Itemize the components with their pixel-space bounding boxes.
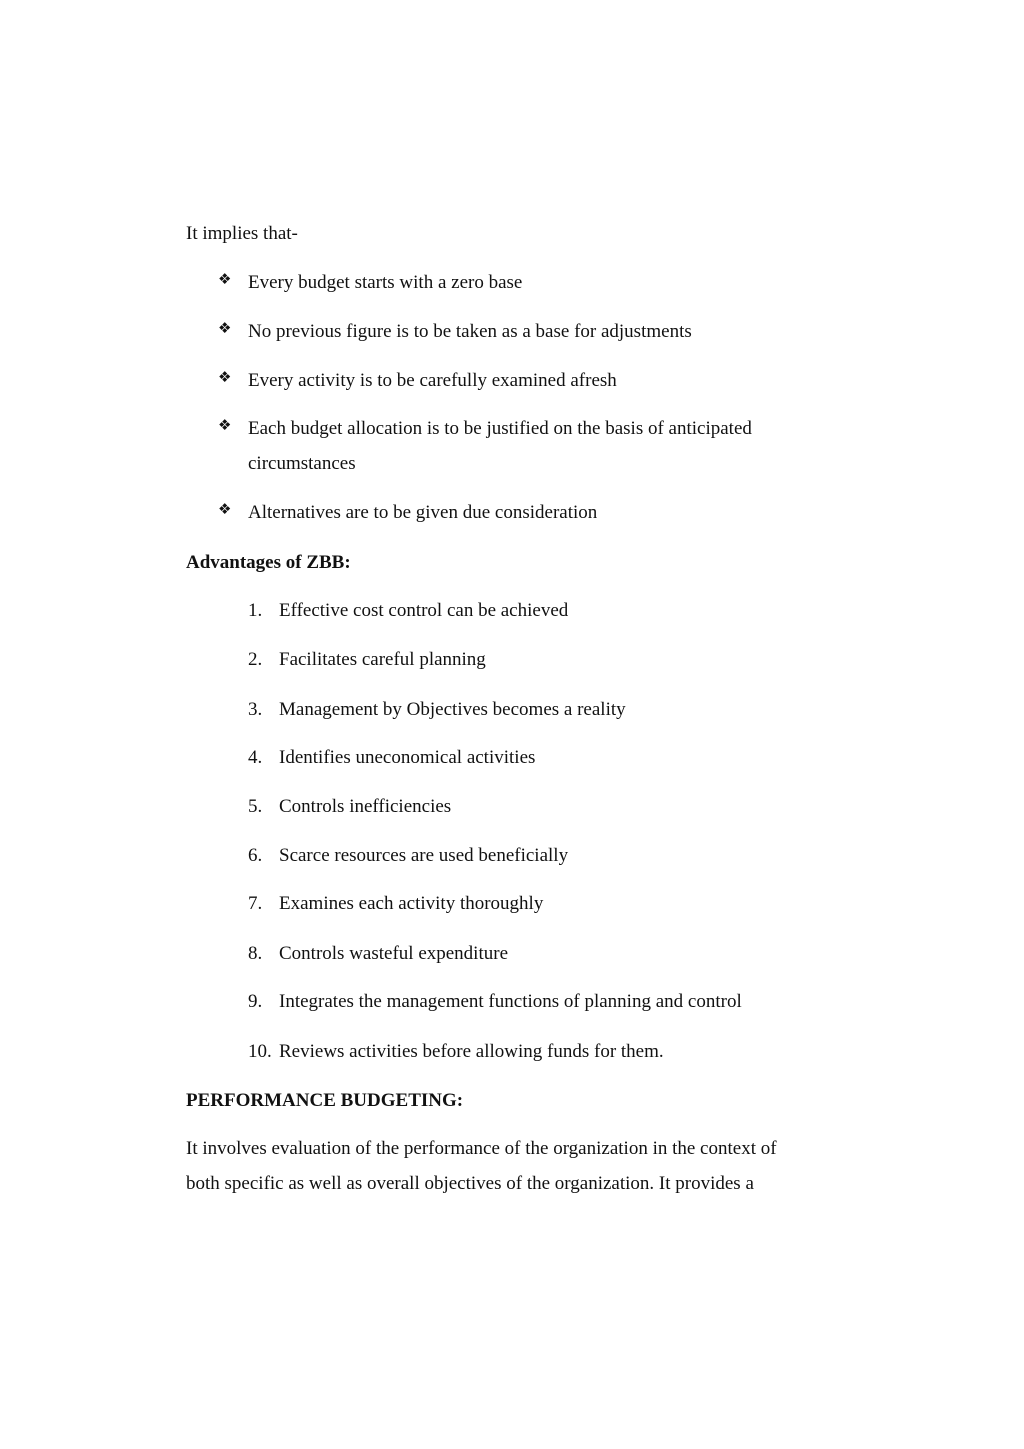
item-number: 7. bbox=[248, 893, 263, 914]
diamond-bullet-icon: ❖ bbox=[218, 368, 232, 386]
bullet-text: Alternatives are to be given due consideration bbox=[248, 502, 598, 523]
diamond-bullet-icon: ❖ bbox=[218, 416, 232, 434]
item-text: Controls wasteful expenditure bbox=[279, 943, 509, 964]
item-text: Effective cost control can be achieved bbox=[279, 600, 569, 621]
item-number: 4. bbox=[248, 747, 263, 768]
paragraph-line: It involves evaluation of the performance of the organization in the context of bbox=[186, 1138, 777, 1159]
item-text: Examines each activity thoroughly bbox=[279, 893, 544, 914]
item-number: 3. bbox=[248, 699, 263, 720]
diamond-bullet-icon: ❖ bbox=[218, 319, 232, 337]
performance-heading: PERFORMANCE BUDGETING: bbox=[186, 1090, 464, 1111]
item-number: 6. bbox=[248, 845, 263, 866]
item-text: Scarce resources are used beneficially bbox=[279, 845, 569, 866]
diamond-bullet-icon: ❖ bbox=[218, 270, 232, 288]
intro-text: It implies that- bbox=[186, 223, 298, 244]
bullet-text: Every budget starts with a zero base bbox=[248, 272, 523, 293]
item-number: 2. bbox=[248, 649, 263, 670]
bullet-text-continuation: circumstances bbox=[248, 453, 356, 474]
bullet-text: No previous figure is to be taken as a base for adjustments bbox=[248, 321, 692, 342]
diamond-bullet-icon: ❖ bbox=[218, 500, 232, 518]
item-text: Controls inefficiencies bbox=[279, 796, 452, 817]
advantages-heading: Advantages of ZBB: bbox=[186, 552, 351, 573]
item-number: 1. bbox=[248, 600, 263, 621]
item-number: 10. bbox=[248, 1041, 272, 1062]
item-number: 5. bbox=[248, 796, 263, 817]
item-text: Reviews activities before allowing funds for them. bbox=[279, 1041, 664, 1062]
paragraph-line: both specific as well as overall objectives of the organization. It provides a bbox=[186, 1173, 754, 1194]
item-number: 8. bbox=[248, 943, 263, 964]
bullet-text: Every activity is to be carefully examined afresh bbox=[248, 370, 617, 391]
item-text: Facilitates careful planning bbox=[279, 649, 486, 670]
bullet-text: Each budget allocation is to be justified on the basis of anticipated bbox=[248, 418, 752, 439]
item-text: Integrates the management functions of planning and control bbox=[279, 991, 742, 1012]
item-text: Identifies uneconomical activities bbox=[279, 747, 536, 768]
item-number: 9. bbox=[248, 991, 263, 1012]
item-text: Management by Objectives becomes a reality bbox=[279, 699, 626, 720]
